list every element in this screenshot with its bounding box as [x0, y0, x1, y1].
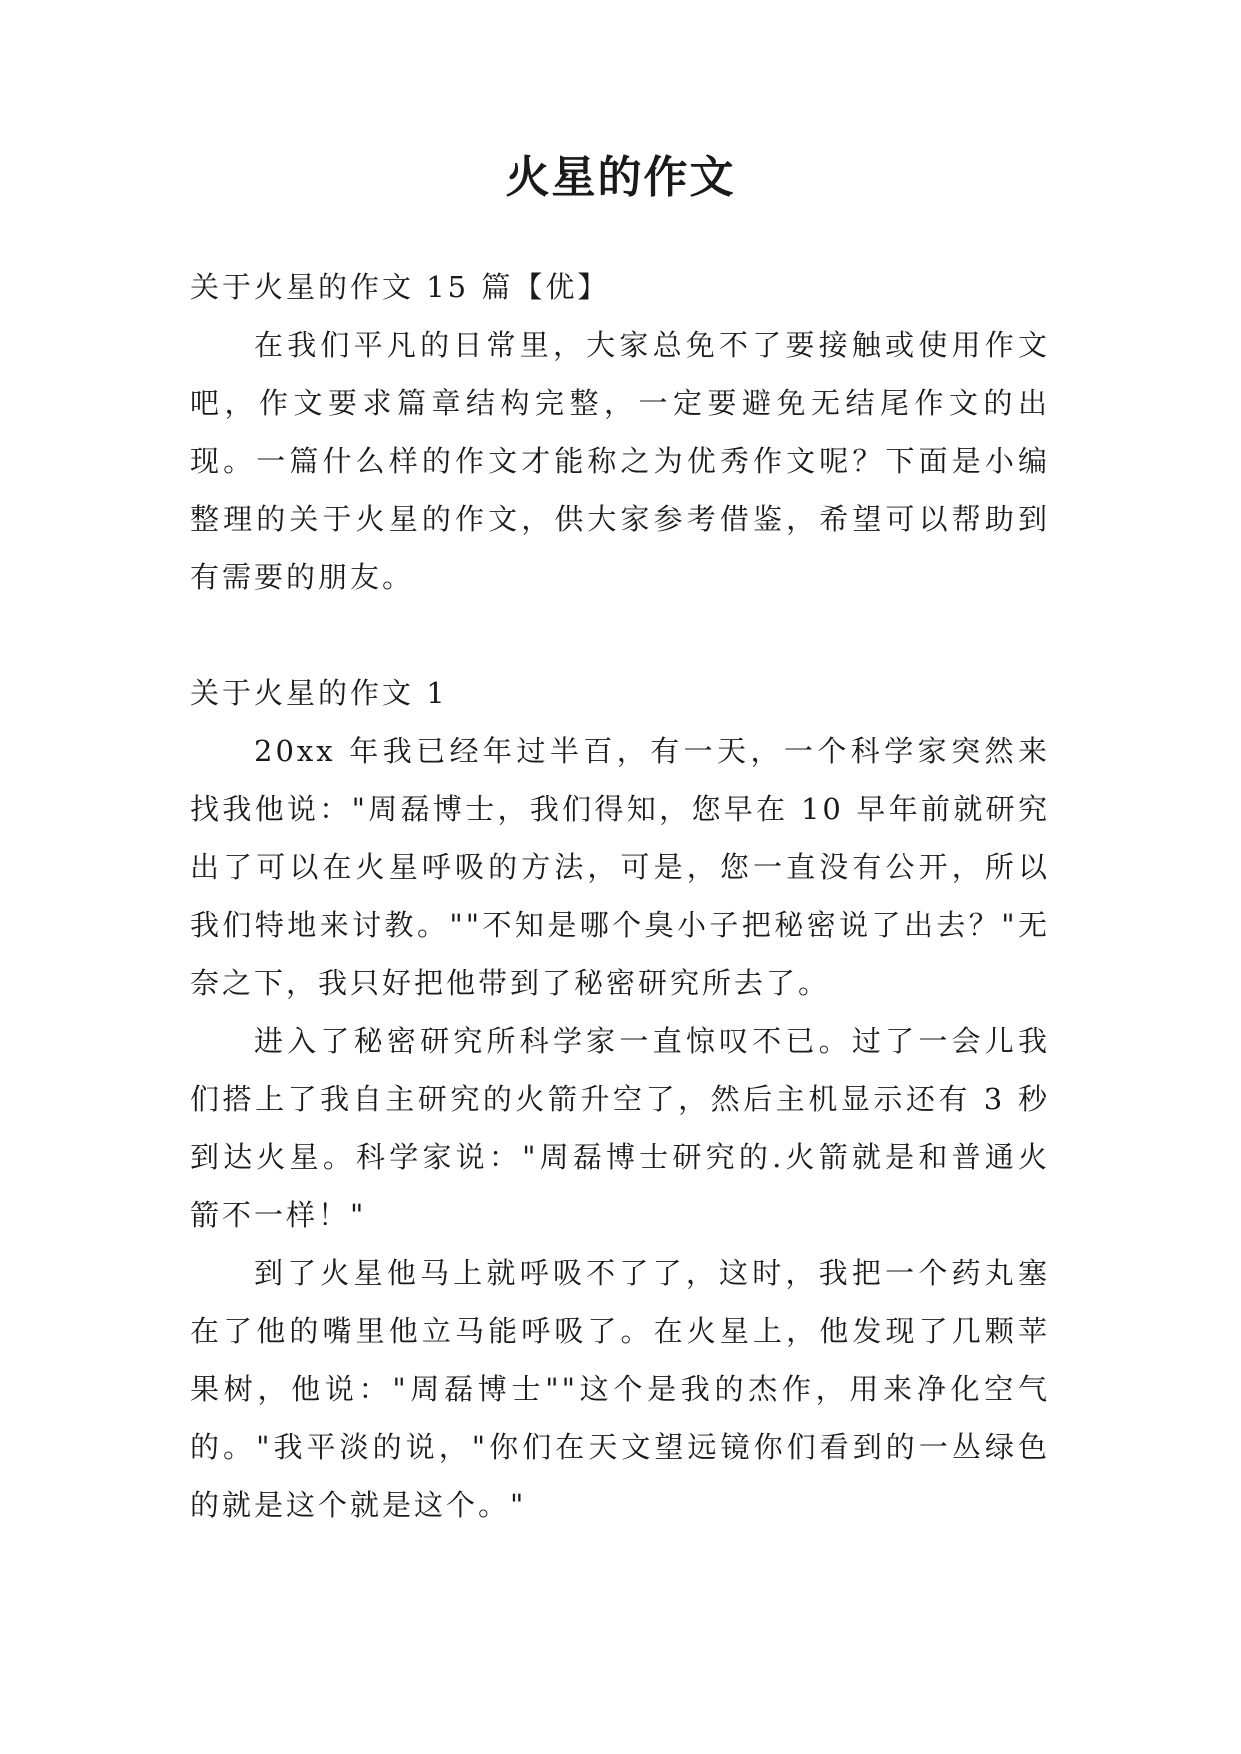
essay-1-paragraph-3: 到了火星他马上就呼吸不了了，这时，我把一个药丸塞在了他的嘴里他立马能呼吸了。在火星上，他发现了几颗苹果树，他说："周磊博士""这个是我的杰作，用来净化空气的。"我平淡的说，"你们在天文望远镜你们看到的一丛绿色的就是这个就是这个。": [190, 1256, 1050, 1522]
essay-1-heading: 关于火星的作文 1: [190, 676, 448, 710]
intro-heading: 关于火星的作文 15 篇【优】: [190, 270, 610, 304]
document-body: [190, 258, 1050, 1534]
intro-paragraph: 在我们平凡的日常里，大家总免不了要接触或使用作文吧，作文要求篇章结构完整，一定要避免无结尾作文的出现。一篇什么样的作文才能称之为优秀作文呢？下面是小编整理的关于火星的作文，供大家参考借鉴，希望可以帮助到有需要的朋友。: [190, 328, 1050, 594]
essay-1-paragraph-1: 20xx 年我已经年过半百，有一天，一个科学家突然来找我他说："周磊博士，我们得知，您早在 10 早年前就研究出了可以在火星呼吸的方法，可是，您一直没有公开，所以我们特地来讨教。""不知是哪个臭小子把秘密说了出去？"无奈之下，我只好把他带到了秘密研究所去了。: [190, 734, 1050, 1000]
document-title: 火星的作文: [505, 152, 736, 203]
essay-1-paragraph-2: 进入了秘密研究所科学家一直惊叹不已。过了一会儿我们搭上了我自主研究的火箭升空了，然后主机显示还有 3 秒到达火星。科学家说："周磊博士研究的.火箭就是和普通火箭不一样！": [190, 1024, 1050, 1232]
